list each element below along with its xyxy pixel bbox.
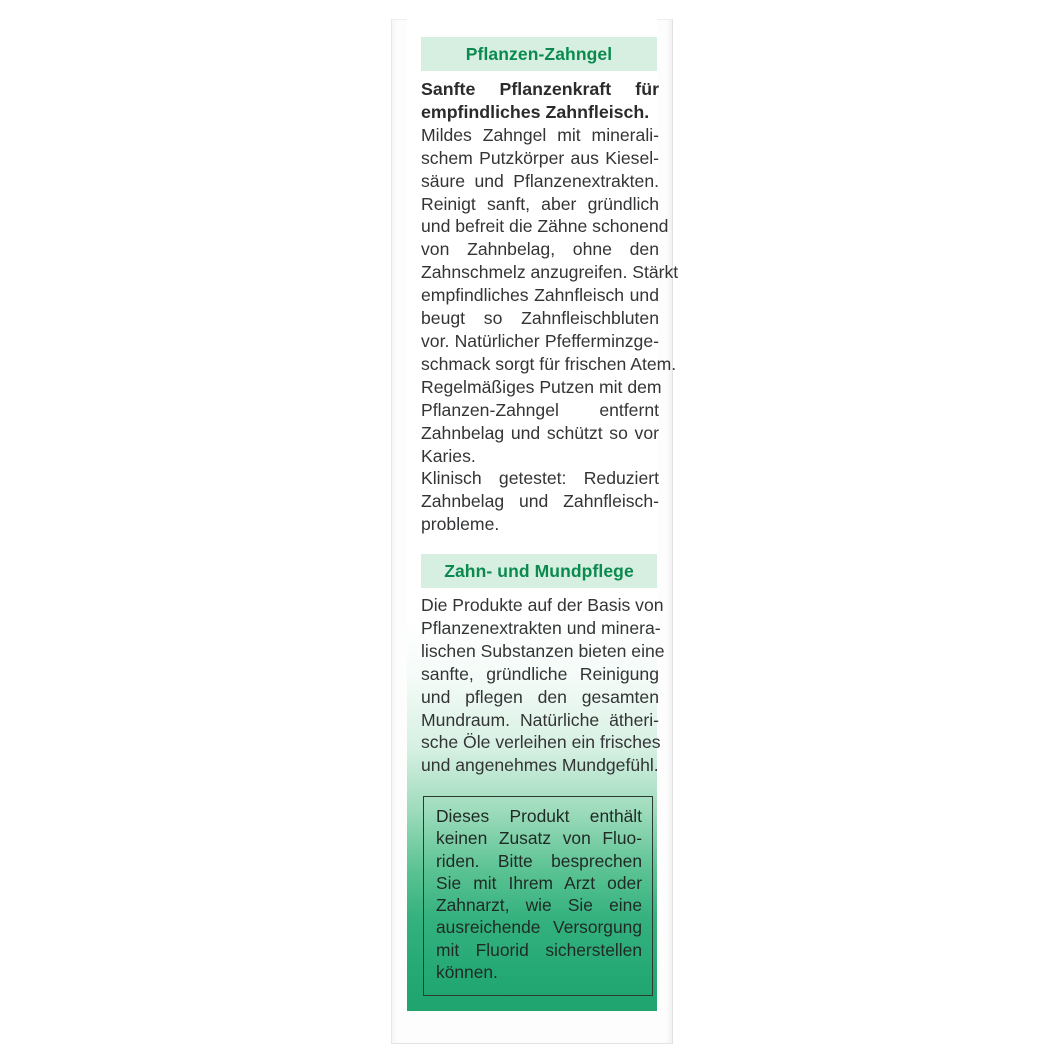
section-heading-text: Pflanzen-Zahngel [465,43,613,64]
notice-line: Sie mit Ihrem Arzt oder [436,872,642,893]
description-line: schmack sorgt für frischen Atem. [421,353,677,374]
description-line: empfindliches Zahnfleisch und [421,285,659,306]
description-line: Regelmäßiges Putzen mit dem [421,376,662,397]
description-line: und befreit die Zähne schonend [421,216,669,237]
notice-line: Dieses Produkt enthält [436,806,642,826]
description-line: schem Putzkörper aus Kiesel- [421,147,659,168]
notice-line: mit Fluorid sicherstellen [436,939,642,960]
range-description [421,594,665,777]
notice-line: können. [436,962,498,983]
description-line: Reinigt sanft, aber gründlich [421,193,659,214]
product-description [421,78,679,536]
notice-line: ausreichende Versorgung [436,917,642,938]
description-line: Zahnschmelz anzugreifen. Stärkt [421,262,679,283]
section-heading-text: Zahn- und Mundpflege [444,560,634,581]
section-heading-zahn-und-mundpflege [421,554,657,588]
range-line: und pflegen den gesamten [421,686,659,707]
description-line: Zahnbelag und Zahnfleisch- [421,491,659,512]
notice-line: riden. Bitte besprechen [436,850,642,871]
intro-line: empfindliches Zahnfleisch. [421,101,650,122]
fluoride-notice-box [423,796,653,996]
range-line: sche Öle verleihen ein frisches [421,732,661,753]
range-line: lischen Substanzen bieten eine [421,640,665,661]
description-line: säure und Pflanzenextrakten. [421,170,659,191]
notice-line: Zahnarzt, wie Sie eine [436,895,642,916]
range-line: Pflanzenextrakten und minera- [421,617,661,638]
product-intro [421,78,659,124]
description-line: Mildes Zahngel mit minerali- [421,124,659,145]
description-line: Zahnbelag und schützt so vor [421,422,659,443]
intro-line: Sanfte Pflanzenkraft für [421,79,659,99]
range-line: Die Produkte auf der Basis von [421,595,664,615]
description-line: vor. Natürlicher Pfefferminzge- [421,330,659,351]
printed-panel [407,19,679,1011]
description-line: Pflanzen-Zahngel entfernt [421,399,659,420]
description-line: beugt so Zahnfleischbluten [421,308,659,329]
description-line: Karies. [421,445,476,466]
notice-line: keinen Zusatz von Fluo- [436,828,642,849]
description-line: probleme. [421,514,500,535]
description-line: Klinisch getestet: Reduziert [421,468,659,489]
section-heading-pflanzen-zahngel [421,37,657,71]
description-line: von Zahnbelag, ohne den [421,239,659,260]
range-line: Mundraum. Natürliche ätheri- [421,709,659,730]
range-line: sanfte, gründliche Reinigung [421,663,659,684]
range-line: und angenehmes Mundgefühl. [421,755,659,776]
